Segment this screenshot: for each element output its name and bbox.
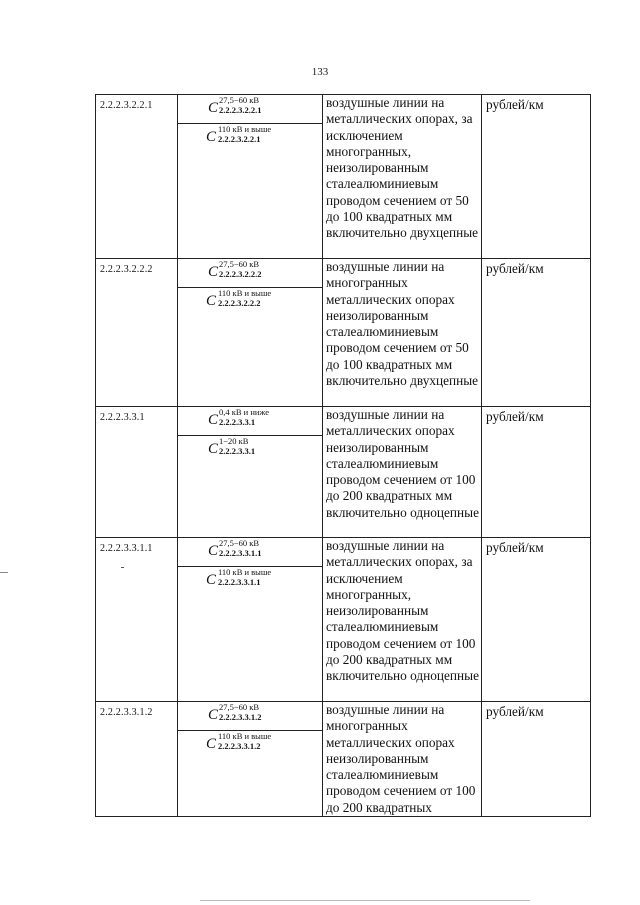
scan-mark [121, 567, 124, 568]
formula-cell [178, 407, 323, 538]
formula-superscript: 27,5−60 кВ [219, 538, 260, 548]
formula-top [178, 407, 322, 436]
table-row [96, 259, 591, 407]
formula-bottom [178, 288, 322, 316]
table-row [96, 538, 591, 702]
formula-superscript: 110 кВ и выше [218, 567, 272, 577]
formula-subscript: 2.2.2.3.3.1 [219, 417, 256, 427]
formula-top [178, 538, 322, 567]
row-unit: рублей/км [482, 702, 591, 817]
formula-subscript: 2.2.2.3.3.1.2 [219, 712, 262, 722]
page-bottom-rule [200, 900, 530, 901]
row-unit: рублей/км [482, 538, 591, 702]
formula-bottom [178, 567, 322, 595]
formula-symbol: C [208, 543, 219, 559]
formula-superscript: 27,5−60 кВ [219, 259, 260, 269]
formula-superscript: 110 кВ и выше [218, 124, 272, 134]
table-row [96, 95, 591, 259]
formula-superscript: 110 кВ и выше [218, 731, 272, 741]
formula-symbol: C [206, 293, 217, 309]
scan-mark [0, 572, 8, 573]
formula-subscript: 2.2.2.3.2.2.2 [218, 298, 261, 308]
row-description: воздушные линии на многогранных металлических опорах неизолированным сталеалюминиевым проводом сечением от 50 до 100 квадратных мм включительно двухцепные [323, 259, 482, 407]
formula-bottom [178, 436, 322, 464]
row-code: 2.2.2.3.2.2.1 [96, 95, 178, 259]
formula-symbol: C [208, 100, 219, 116]
formula-superscript: 1−20 кВ [219, 436, 249, 446]
formula-subscript: 2.2.2.3.2.2.2 [219, 269, 262, 279]
row-code: 2.2.2.3.3.1.1 [96, 538, 178, 702]
formula-top [178, 95, 322, 124]
formula-cell [178, 702, 323, 817]
formula-subscript: 2.2.2.3.3.1.1 [218, 577, 261, 587]
formula-bottom [178, 731, 322, 759]
formula-superscript: 27,5−60 кВ [219, 702, 260, 712]
rates-table [95, 94, 591, 817]
formula-symbol: C [208, 412, 219, 428]
row-code: 2.2.2.3.2.2.2 [96, 259, 178, 407]
formula-superscript: 27,5−60 кВ [219, 95, 260, 105]
formula-subscript: 2.2.2.3.3.1.1 [219, 548, 262, 558]
formula-symbol: C [206, 129, 217, 145]
formula-symbol: C [208, 441, 219, 457]
formula-cell [178, 259, 323, 407]
row-code: 2.2.2.3.3.1.2 [96, 702, 178, 817]
table-row [96, 702, 591, 817]
table-row [96, 407, 591, 538]
formula-top [178, 259, 322, 288]
row-description: воздушные линии на многогранных металлических опорах неизолированным сталеалюминиевым проводом сечением от 100 до 200 квадратных [323, 702, 482, 817]
row-unit: рублей/км [482, 259, 591, 407]
row-code: 2.2.2.3.3.1 [96, 407, 178, 538]
formula-symbol: C [206, 736, 217, 752]
row-unit: рублей/км [482, 95, 591, 259]
formula-top [178, 702, 322, 731]
formula-subscript: 2.2.2.3.3.1 [219, 446, 256, 456]
formula-subscript: 2.2.2.3.2.2.1 [219, 105, 262, 115]
formula-cell [178, 95, 323, 259]
row-description: воздушные линии на металлических опорах, за исключением многогранных, неизолированным сталеалюминиевым проводом сечением от 100 до 200 квадратных мм включительно одноцепные [323, 538, 482, 702]
page-number: 133 [311, 66, 329, 78]
row-description: воздушные линии на металлических опорах, за исключением многогранных, неизолированным сталеалюминиевым проводом сечением от 50 до 100 квадратных мм включительно двухцепные [323, 95, 482, 259]
formula-symbol: C [208, 264, 219, 280]
formula-symbol: C [206, 572, 217, 588]
formula-cell [178, 538, 323, 702]
formula-subscript: 2.2.2.3.3.1.2 [218, 741, 261, 751]
row-unit: рублей/км [482, 407, 591, 538]
row-description: воздушные линии на металлических опорах неизолированным сталеалюминиевым проводом сечением от 100 до 200 квадратных мм включительно одноцепные [323, 407, 482, 538]
formula-bottom [178, 124, 322, 152]
formula-superscript: 110 кВ и выше [218, 288, 272, 298]
formula-symbol: C [208, 707, 219, 723]
formula-superscript: 0,4 кВ и ниже [219, 407, 269, 417]
formula-subscript: 2.2.2.3.2.2.1 [218, 134, 261, 144]
